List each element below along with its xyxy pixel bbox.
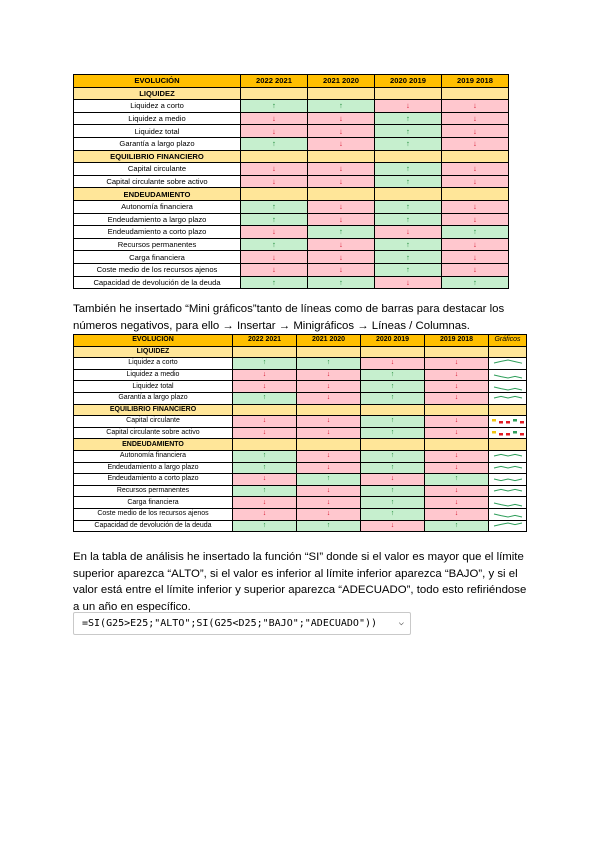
row-label: Endeudamiento a corto plazo — [74, 226, 241, 239]
arrow-up-icon: ↑ — [361, 450, 425, 462]
arrow-up-icon: ↑ — [241, 213, 308, 226]
sparkline-cell — [489, 416, 527, 428]
arrow-up-icon: ↑ — [233, 450, 297, 462]
column-header: 2022 2021 — [241, 75, 308, 88]
arrow-down-icon: ↓ — [425, 497, 489, 509]
arrow-up-icon: ↑ — [375, 175, 442, 188]
table-row — [74, 137, 509, 150]
arrow-down-icon: ↓ — [308, 263, 375, 276]
sparkline-path — [494, 514, 522, 517]
table-row — [74, 416, 527, 428]
column-header: 2019 2018 — [442, 75, 509, 88]
sparkline-cell — [489, 497, 527, 509]
evolution-table-sparklines — [73, 334, 527, 532]
section-empty-cell — [442, 150, 509, 163]
section-empty-cell — [297, 404, 361, 416]
row-label: Capacidad de devolución de la deuda — [74, 276, 241, 289]
row-label: Liquidez a medio — [74, 112, 241, 125]
sparkline-bar — [513, 431, 517, 434]
table-row — [74, 175, 509, 188]
sparkline-cell — [489, 462, 527, 474]
arrow-down-icon: ↓ — [308, 200, 375, 213]
row-label: Liquidez a corto — [74, 358, 233, 370]
arrow-up-icon: ↑ — [241, 200, 308, 213]
section-label: LIQUIDEZ — [74, 87, 241, 100]
arrow-down-icon: ↓ — [425, 381, 489, 393]
sparkline-bar — [491, 417, 525, 425]
section-empty-cell — [489, 346, 527, 358]
arrow-down-icon: ↓ — [297, 508, 361, 520]
arrow-down-icon: ↓ — [241, 125, 308, 138]
column-header: EVOLUCIÓN — [74, 75, 241, 88]
section-row — [74, 404, 527, 416]
section-empty-cell — [308, 87, 375, 100]
sparkline-path — [494, 455, 522, 457]
arrow-down-icon: ↓ — [425, 358, 489, 370]
sparkline-path — [494, 479, 522, 481]
arrow-up-icon: ↑ — [297, 358, 361, 370]
arrow-up-icon: ↑ — [308, 100, 375, 113]
arrow-up-icon: ↑ — [442, 226, 509, 239]
table-row — [74, 163, 509, 176]
arrow-down-icon: ↓ — [233, 474, 297, 486]
section-empty-cell — [308, 150, 375, 163]
sparkline-path — [494, 523, 522, 526]
section-empty-cell — [308, 188, 375, 201]
sparkline-cell — [489, 520, 527, 532]
sparkline-bar — [520, 433, 524, 436]
section-label: EQUILIBRIO FINANCIERO — [74, 404, 233, 416]
arrow-up-icon: ↑ — [241, 238, 308, 251]
arrow-down-icon: ↓ — [308, 213, 375, 226]
arrow-down-icon: ↓ — [442, 137, 509, 150]
paragraph-minigraficos: También he insertado “Mini gráficos”tanto de líneas como de barras para destacar los números negativos, para ello → Insertar → Minigráficos → Líneas / Columnas. — [73, 303, 505, 332]
sparkline-cell — [489, 474, 527, 486]
row-label: Recursos permanentes — [74, 238, 241, 251]
arrow-down-icon: ↓ — [425, 369, 489, 381]
section-row — [74, 87, 509, 100]
section-label: ENDEUDAMIENTO — [74, 439, 233, 451]
table-row — [74, 276, 509, 289]
sparkline-cell — [489, 381, 527, 393]
arrow-up-icon: ↑ — [241, 100, 308, 113]
arrow-down-icon: ↓ — [241, 175, 308, 188]
arrow-up-icon: ↑ — [375, 213, 442, 226]
arrow-down-icon: ↓ — [425, 427, 489, 439]
arrow-down-icon: ↓ — [297, 462, 361, 474]
row-label: Garantía a largo plazo — [74, 137, 241, 150]
arrow-down-icon: ↓ — [297, 381, 361, 393]
arrow-down-icon: ↓ — [375, 100, 442, 113]
section-empty-cell — [233, 439, 297, 451]
row-label: Liquidez a medio — [74, 369, 233, 381]
column-header: EVOLUCIÓN — [74, 335, 233, 347]
sparkline-cell — [489, 358, 527, 370]
arrow-down-icon: ↓ — [361, 520, 425, 532]
section-empty-cell — [375, 188, 442, 201]
column-header: 2020 2019 — [361, 335, 425, 347]
header-row — [74, 335, 527, 347]
section-row — [74, 439, 527, 451]
sparkline-line — [491, 371, 525, 379]
section-empty-cell — [361, 346, 425, 358]
arrow-up-icon: ↑ — [233, 520, 297, 532]
arrow-up-icon: ↑ — [297, 474, 361, 486]
arrow-up-icon: ↑ — [233, 485, 297, 497]
row-label: Endeudamiento a corto plazo — [74, 474, 233, 486]
sparkline-cell — [489, 427, 527, 439]
arrow-up-icon: ↑ — [361, 508, 425, 520]
row-label: Recursos permanentes — [74, 485, 233, 497]
arrow-down-icon: ↓ — [425, 416, 489, 428]
sparkline-line — [491, 510, 525, 518]
arrow-down-icon: ↓ — [241, 251, 308, 264]
sparkline-path — [494, 387, 522, 390]
sparkline-cell — [489, 392, 527, 404]
table-row — [74, 474, 527, 486]
section-empty-cell — [361, 404, 425, 416]
sparkline-line — [491, 522, 525, 530]
table-row — [74, 485, 527, 497]
arrow-down-icon: ↓ — [297, 369, 361, 381]
section-row — [74, 150, 509, 163]
arrow-down-icon: ↓ — [442, 251, 509, 264]
sparkline-path — [494, 375, 522, 378]
arrow-up-icon: ↑ — [375, 163, 442, 176]
row-label: Carga financiera — [74, 497, 233, 509]
sparkline-path — [494, 360, 522, 363]
arrow-down-icon: ↓ — [233, 381, 297, 393]
arrow-down-icon: ↓ — [442, 263, 509, 276]
header-row — [74, 75, 509, 88]
row-label: Liquidez a corto — [74, 100, 241, 113]
arrow-down-icon: ↓ — [425, 462, 489, 474]
arrow-up-icon: ↑ — [361, 392, 425, 404]
arrow-down-icon: ↓ — [297, 416, 361, 428]
arrow-down-icon: ↓ — [308, 175, 375, 188]
arrow-down-icon: ↓ — [442, 163, 509, 176]
table-row — [74, 427, 527, 439]
arrow-down-icon: ↓ — [297, 450, 361, 462]
table-row — [74, 112, 509, 125]
evolution-table — [73, 74, 509, 289]
table-row — [74, 497, 527, 509]
arrow-down-icon: ↓ — [233, 427, 297, 439]
section-empty-cell — [375, 87, 442, 100]
row-label: Endeudamiento a largo plazo — [74, 462, 233, 474]
section-label: EQUILIBRIO FINANCIERO — [74, 150, 241, 163]
sparkline-line — [491, 452, 525, 460]
table-row — [74, 238, 509, 251]
arrow-down-icon: ↓ — [233, 416, 297, 428]
arrow-up-icon: ↑ — [442, 276, 509, 289]
table-row — [74, 125, 509, 138]
paragraph-funcion-si: En la tabla de análisis he insertado la función “SI” donde si el valor es mayor que el límite superior aparezca “ALTO”, si el valor es inferior al límite inferior aparezca “BAJO”, y si el valor está entre el límite inferior y superior aparezca “ADECUADO”, todo esto refiriéndose a un año en específico. — [73, 551, 527, 613]
table-row — [74, 251, 509, 264]
arrow-up-icon: ↑ — [361, 369, 425, 381]
arrow-up-icon: ↑ — [308, 276, 375, 289]
sparkline-bar — [506, 421, 510, 424]
arrow-down-icon: ↓ — [308, 137, 375, 150]
section-empty-cell — [241, 150, 308, 163]
arrow-up-icon: ↑ — [375, 251, 442, 264]
sparkline-path — [494, 489, 522, 491]
sparkline-cell — [489, 508, 527, 520]
arrow-down-icon: ↓ — [241, 226, 308, 239]
section-empty-cell — [297, 439, 361, 451]
sparkline-path — [494, 466, 522, 468]
sparkline-bar — [506, 433, 510, 436]
arrow-down-icon: ↓ — [442, 112, 509, 125]
arrow-up-icon: ↑ — [375, 112, 442, 125]
formula-text: =SI(G25>E25;"ALTO";SI(G25<D25;"BAJO";"ADECUADO")) — [82, 618, 378, 629]
section-empty-cell — [442, 188, 509, 201]
arrow-up-icon: ↑ — [361, 462, 425, 474]
sparkline-line — [491, 487, 525, 495]
arrow-down-icon: ↓ — [233, 508, 297, 520]
table-row — [74, 100, 509, 113]
table-row — [74, 381, 527, 393]
row-label: Capital circulante — [74, 163, 241, 176]
arrow-down-icon: ↓ — [425, 450, 489, 462]
arrow-down-icon: ↓ — [297, 427, 361, 439]
table-row — [74, 462, 527, 474]
arrow-down-icon: ↓ — [375, 226, 442, 239]
section-row — [74, 188, 509, 201]
row-label: Capital circulante sobre activo — [74, 427, 233, 439]
column-header: 2022 2021 — [233, 335, 297, 347]
arrow-down-icon: ↓ — [375, 276, 442, 289]
sparkline-bar — [513, 419, 517, 422]
column-header: 2020 2019 — [375, 75, 442, 88]
section-empty-cell — [233, 404, 297, 416]
table-row — [74, 508, 527, 520]
arrow-up-icon: ↑ — [375, 137, 442, 150]
row-label: Endeudamiento a largo plazo — [74, 213, 241, 226]
sparkline-line — [491, 383, 525, 391]
arrow-up-icon: ↑ — [361, 497, 425, 509]
arrow-down-icon: ↓ — [442, 125, 509, 138]
table-row — [74, 369, 527, 381]
sparkline-cell — [489, 485, 527, 497]
arrow-up-icon: ↑ — [375, 200, 442, 213]
sparkline-bar — [520, 421, 524, 424]
sparkline-bar — [499, 421, 503, 424]
arrow-up-icon: ↑ — [241, 276, 308, 289]
row-label: Liquidez total — [74, 381, 233, 393]
table-row — [74, 200, 509, 213]
row-label: Capital circulante — [74, 416, 233, 428]
sparkline-cell — [489, 450, 527, 462]
arrow-up-icon: ↑ — [233, 392, 297, 404]
section-empty-cell — [425, 439, 489, 451]
arrow-down-icon: ↓ — [297, 392, 361, 404]
section-empty-cell — [425, 346, 489, 358]
table-row — [74, 263, 509, 276]
row-label: Carga financiera — [74, 251, 241, 264]
row-label: Autonomía financiera — [74, 450, 233, 462]
formula-bar[interactable] — [73, 612, 411, 635]
table-row — [74, 450, 527, 462]
row-label: Capacidad de devolución de la deuda — [74, 520, 233, 532]
section-empty-cell — [489, 439, 527, 451]
column-header: 2021 2020 — [297, 335, 361, 347]
arrow-down-icon: ↓ — [308, 238, 375, 251]
arrow-down-icon: ↓ — [425, 392, 489, 404]
arrow-up-icon: ↑ — [233, 462, 297, 474]
arrow-up-icon: ↑ — [361, 427, 425, 439]
sparkline-bar — [499, 433, 503, 436]
row-label: Coste medio de los recursos ajenos — [74, 263, 241, 276]
arrow-up-icon: ↑ — [361, 416, 425, 428]
arrow-up-icon: ↑ — [297, 520, 361, 532]
section-empty-cell — [233, 346, 297, 358]
arrow-up-icon: ↑ — [375, 238, 442, 251]
arrow-down-icon: ↓ — [241, 112, 308, 125]
sparkline-bar — [492, 431, 496, 434]
arrow-up-icon: ↑ — [241, 137, 308, 150]
arrow-down-icon: ↓ — [442, 100, 509, 113]
arrow-up-icon: ↑ — [308, 226, 375, 239]
sparkline-bar — [491, 429, 525, 437]
table-row — [74, 226, 509, 239]
arrow-down-icon: ↓ — [308, 112, 375, 125]
sparkline-line — [491, 359, 525, 367]
arrow-down-icon: ↓ — [442, 200, 509, 213]
section-row — [74, 346, 527, 358]
arrow-up-icon: ↑ — [361, 381, 425, 393]
row-label: Coste medio de los recursos ajenos — [74, 508, 233, 520]
arrow-up-icon: ↑ — [361, 485, 425, 497]
section-empty-cell — [489, 404, 527, 416]
row-label: Liquidez total — [74, 125, 241, 138]
arrow-down-icon: ↓ — [361, 474, 425, 486]
section-empty-cell — [425, 404, 489, 416]
arrow-up-icon: ↑ — [375, 263, 442, 276]
chevron-down-icon[interactable]: ⌵ — [398, 618, 404, 628]
sparkline-line — [491, 394, 525, 402]
arrow-down-icon: ↓ — [297, 497, 361, 509]
arrow-up-icon: ↑ — [375, 125, 442, 138]
section-empty-cell — [297, 346, 361, 358]
section-empty-cell — [241, 87, 308, 100]
arrow-up-icon: ↑ — [425, 520, 489, 532]
arrow-down-icon: ↓ — [233, 369, 297, 381]
arrow-down-icon: ↓ — [442, 213, 509, 226]
sparkline-cell — [489, 369, 527, 381]
row-label: Garantía a largo plazo — [74, 392, 233, 404]
sparkline-line — [491, 499, 525, 507]
section-label: LIQUIDEZ — [74, 346, 233, 358]
table-row — [74, 392, 527, 404]
arrow-up-icon: ↑ — [233, 358, 297, 370]
section-empty-cell — [442, 87, 509, 100]
column-header: 2021 2020 — [308, 75, 375, 88]
row-label: Autonomía financiera — [74, 200, 241, 213]
arrow-down-icon: ↓ — [308, 163, 375, 176]
section-empty-cell — [241, 188, 308, 201]
sparkline-bar — [492, 419, 496, 422]
table-row — [74, 358, 527, 370]
arrow-down-icon: ↓ — [241, 263, 308, 276]
section-empty-cell — [375, 150, 442, 163]
column-header: Gráficos — [489, 335, 527, 347]
sparkline-path — [494, 503, 522, 506]
table-row — [74, 520, 527, 532]
sparkline-path — [494, 397, 522, 399]
arrow-down-icon: ↓ — [308, 251, 375, 264]
sparkline-line — [491, 475, 525, 483]
arrow-down-icon: ↓ — [241, 163, 308, 176]
arrow-up-icon: ↑ — [425, 474, 489, 486]
arrow-down-icon: ↓ — [425, 508, 489, 520]
section-empty-cell — [361, 439, 425, 451]
section-label: ENDEUDAMIENTO — [74, 188, 241, 201]
arrow-down-icon: ↓ — [425, 485, 489, 497]
arrow-down-icon: ↓ — [308, 125, 375, 138]
arrow-down-icon: ↓ — [361, 358, 425, 370]
arrow-down-icon: ↓ — [297, 485, 361, 497]
arrow-down-icon: ↓ — [442, 175, 509, 188]
arrow-down-icon: ↓ — [233, 497, 297, 509]
column-header: 2019 2018 — [425, 335, 489, 347]
arrow-down-icon: ↓ — [442, 238, 509, 251]
row-label: Capital circulante sobre activo — [74, 175, 241, 188]
sparkline-line — [491, 464, 525, 472]
table-row — [74, 213, 509, 226]
